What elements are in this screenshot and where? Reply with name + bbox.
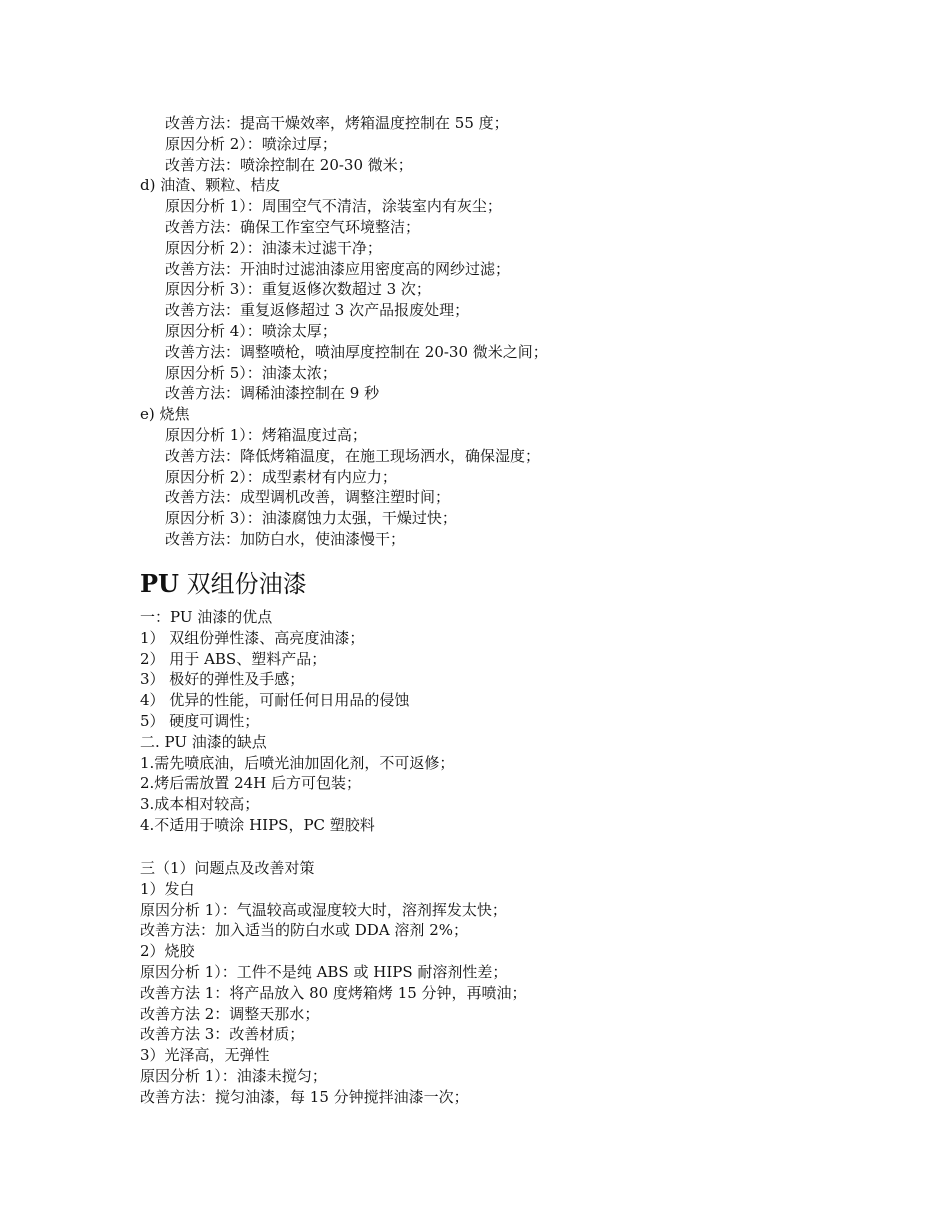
- text-line: 改善方法 3：改善材质；: [140, 1025, 305, 1044]
- text-line: 改善方法 2：调整天那水；: [140, 1004, 320, 1023]
- text-line: d) 油渣、颗粒、桔皮: [140, 176, 281, 195]
- text-line: 5） 硬度可调性；: [140, 711, 260, 730]
- text-line: 改善方法：加防白水，使油漆慢干；: [165, 529, 406, 548]
- text-line: 原因分析 3）：油漆腐蚀力太强，干燥过快；: [165, 509, 457, 528]
- text-line: 2）烧胶: [140, 942, 195, 961]
- text-line: 原因分析 1）：气温较高或湿度较大时，溶剂挥发太快；: [140, 900, 507, 919]
- text-line: 4） 优异的性能，可耐任何日用品的侵蚀: [140, 691, 410, 710]
- text-line: 原因分析 1）：周围空气不清洁，涂装室内有灰尘；: [165, 197, 502, 216]
- text-line: 原因分析 3）：重复返修次数超过 3 次；: [165, 280, 431, 299]
- text-line: 3.成本相对较高；: [140, 795, 260, 814]
- text-line: 改善方法：调整喷枪，喷油厚度控制在 20-30 微米之间；: [165, 342, 548, 361]
- text-line: 二. PU 油漆的缺点: [140, 732, 267, 751]
- text-line: 原因分析 4）：喷涂太厚；: [165, 321, 337, 340]
- text-line: 原因分析 1）：油漆未搅匀；: [140, 1066, 327, 1085]
- text-line: 改善方法：成型调机改善，调整注塑时间；: [165, 488, 451, 507]
- heading-rest-part: 双组份油漆: [178, 570, 307, 598]
- text-line: 2.烤后需放置 24H 后方可包装；: [140, 774, 362, 793]
- text-line: 3）光泽高，无弹性: [140, 1046, 270, 1065]
- text-line: 3） 极好的弹性及手感；: [140, 670, 305, 689]
- text-line: 1） 双组份弹性漆、高亮度油漆；: [140, 628, 365, 647]
- text-line: 原因分析 2）：喷涂过厚；: [165, 134, 337, 153]
- text-line: 改善方法：确保工作室空气环境整洁；: [165, 217, 421, 236]
- text-line: 原因分析 1）：烤箱温度过高；: [165, 425, 367, 444]
- text-line: 改善方法：开油时过滤油漆应用密度高的网纱过滤；: [165, 259, 511, 278]
- text-line: 改善方法：搅匀油漆，每 15 分钟搅拌油漆一次；: [140, 1087, 469, 1106]
- heading-bold-part: PU: [140, 569, 179, 598]
- text-line: e) 烧焦: [140, 405, 190, 424]
- text-line: 改善方法 1：将产品放入 80 度烤箱烤 15 分钟，再喷油；: [140, 983, 527, 1002]
- text-line: 三（1）问题点及改善对策: [140, 859, 315, 877]
- text-line: 1.需先喷底油，后喷光油加固化剂，不可返修；: [140, 753, 455, 772]
- text-line: 原因分析 5）：油漆太浓；: [165, 363, 337, 382]
- text-line: 一：PU 油漆的优点: [140, 608, 273, 626]
- text-line: 2） 用于 ABS、塑料产品；: [140, 649, 327, 668]
- text-line: 4.不适用于喷涂 HIPS，PC 塑胶料: [140, 815, 375, 834]
- text-line: 改善方法：加入适当的防白水或 DDA 溶剂 2%；: [140, 921, 468, 940]
- text-line: 原因分析 2）：油漆未过滤干净；: [165, 238, 382, 257]
- defect-analysis-section: [140, 113, 900, 550]
- text-line: 改善方法：提高干燥效率，烤箱温度控制在 55 度；: [165, 114, 509, 132]
- text-line: 1）发白: [140, 879, 195, 898]
- problem-countermeasure-section: [140, 858, 900, 1108]
- text-line: 改善方法：喷涂控制在 20-30 微米；: [165, 155, 413, 174]
- text-line: 改善方法：调稀油漆控制在 9 秒: [165, 384, 380, 403]
- section-heading: [140, 569, 900, 599]
- text-line: 改善方法：重复返修超过 3 次产品报废处理；: [165, 301, 470, 320]
- text-line: 改善方法：降低烤箱温度，在施工现场洒水，确保湿度；: [165, 446, 541, 465]
- text-line: 原因分析 2）：成型素材有内应力；: [165, 467, 397, 486]
- text-line: 原因分析 1）：工件不是纯 ABS 或 HIPS 耐溶剂性差；: [140, 962, 508, 981]
- pu-paint-section: [140, 607, 900, 836]
